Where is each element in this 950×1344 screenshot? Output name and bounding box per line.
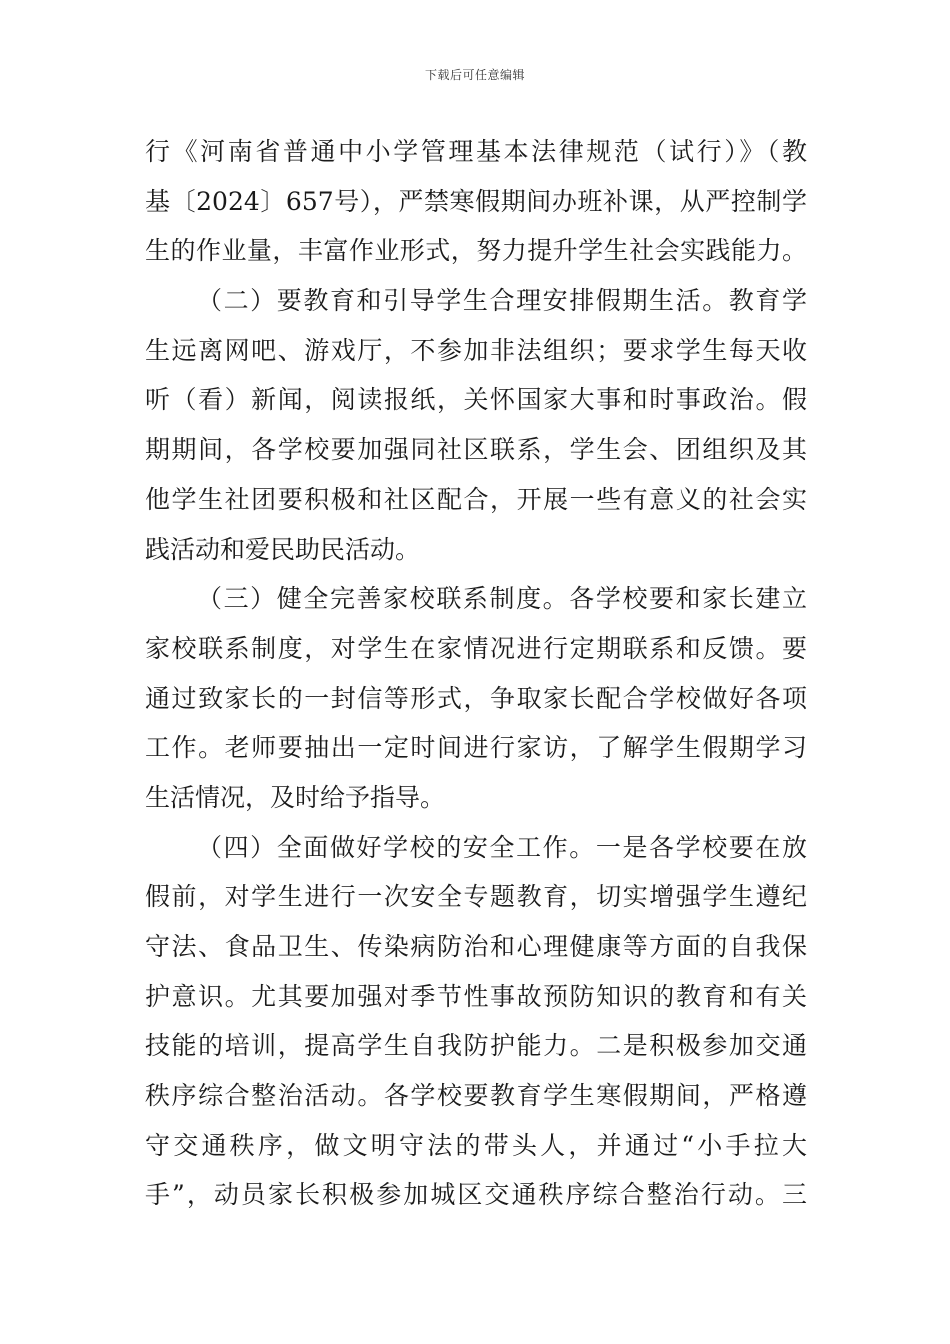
text-line: 技能的培训，提高学生自我防护能力。二是积极参加交通	[145, 1031, 807, 1061]
text-line: 生的作业量，丰富作业形式，努力提升学生社会实践能力。	[145, 236, 807, 266]
text-line: 家校联系制度，对学生在家情况进行定期联系和反馈。要	[145, 633, 807, 663]
paragraph-start-line: （四）全面做好学校的安全工作。一是各学校要在放	[197, 832, 807, 862]
text-line: 手”，动员家长积极参加城区交通秩序综合整治行动。三	[145, 1180, 807, 1210]
text-line: 期期间，各学校要加强同社区联系，学生会、团组织及其	[145, 435, 807, 465]
paragraph-start-line: （二）要教育和引导学生合理安排假期生活。教育学	[197, 286, 807, 316]
paragraph-end-line: 践活动和爱民助民活动。	[145, 534, 421, 564]
text-line: 行《河南省普通中小学管理基本法律规范（试行）》（教	[145, 137, 807, 166]
paragraph-start-line: （三）健全完善家校联系制度。各学校要和家长建立	[197, 584, 807, 614]
text-line: 他学生社团要积极和社区配合，开展一些有意义的社会实	[145, 484, 807, 514]
text-line: 听（看）新闻，阅读报纸，关怀国家大事和时事政治。假	[145, 385, 807, 415]
paragraph-end-line: 生活情况，及时给予指导。	[145, 782, 446, 812]
text-line: 假前，对学生进行一次安全专题教育，切实增强学生遵纪	[145, 882, 807, 912]
text-line: 通过致家长的一封信等形式，争取家长配合学校做好各项	[145, 683, 807, 713]
text-line: 守法、食品卫生、传染病防治和心理健康等方面的自我保	[145, 932, 807, 961]
text-line: 工作。老师要抽出一定时间进行家访，了解学生假期学习	[145, 733, 807, 763]
page-header: 下载后可任意编辑	[424, 68, 525, 82]
text-line: 秩序综合整治活动。各学校要教育学生寒假期间，严格遵	[145, 1081, 807, 1111]
text-line: 基〔2024〕657号），严禁寒假期间办班补课，从严控制学	[145, 186, 807, 216]
text-line: 生远离网吧、游戏厅，不参加非法组织；要求学生每天收	[145, 335, 807, 365]
text-line: 守交通秩序，做文明守法的带头人，并通过“小手拉大	[145, 1130, 807, 1160]
document-body	[145, 127, 807, 1220]
text-line: 护意识。尤其要加强对季节性事故预防知识的教育和有关	[145, 981, 807, 1011]
